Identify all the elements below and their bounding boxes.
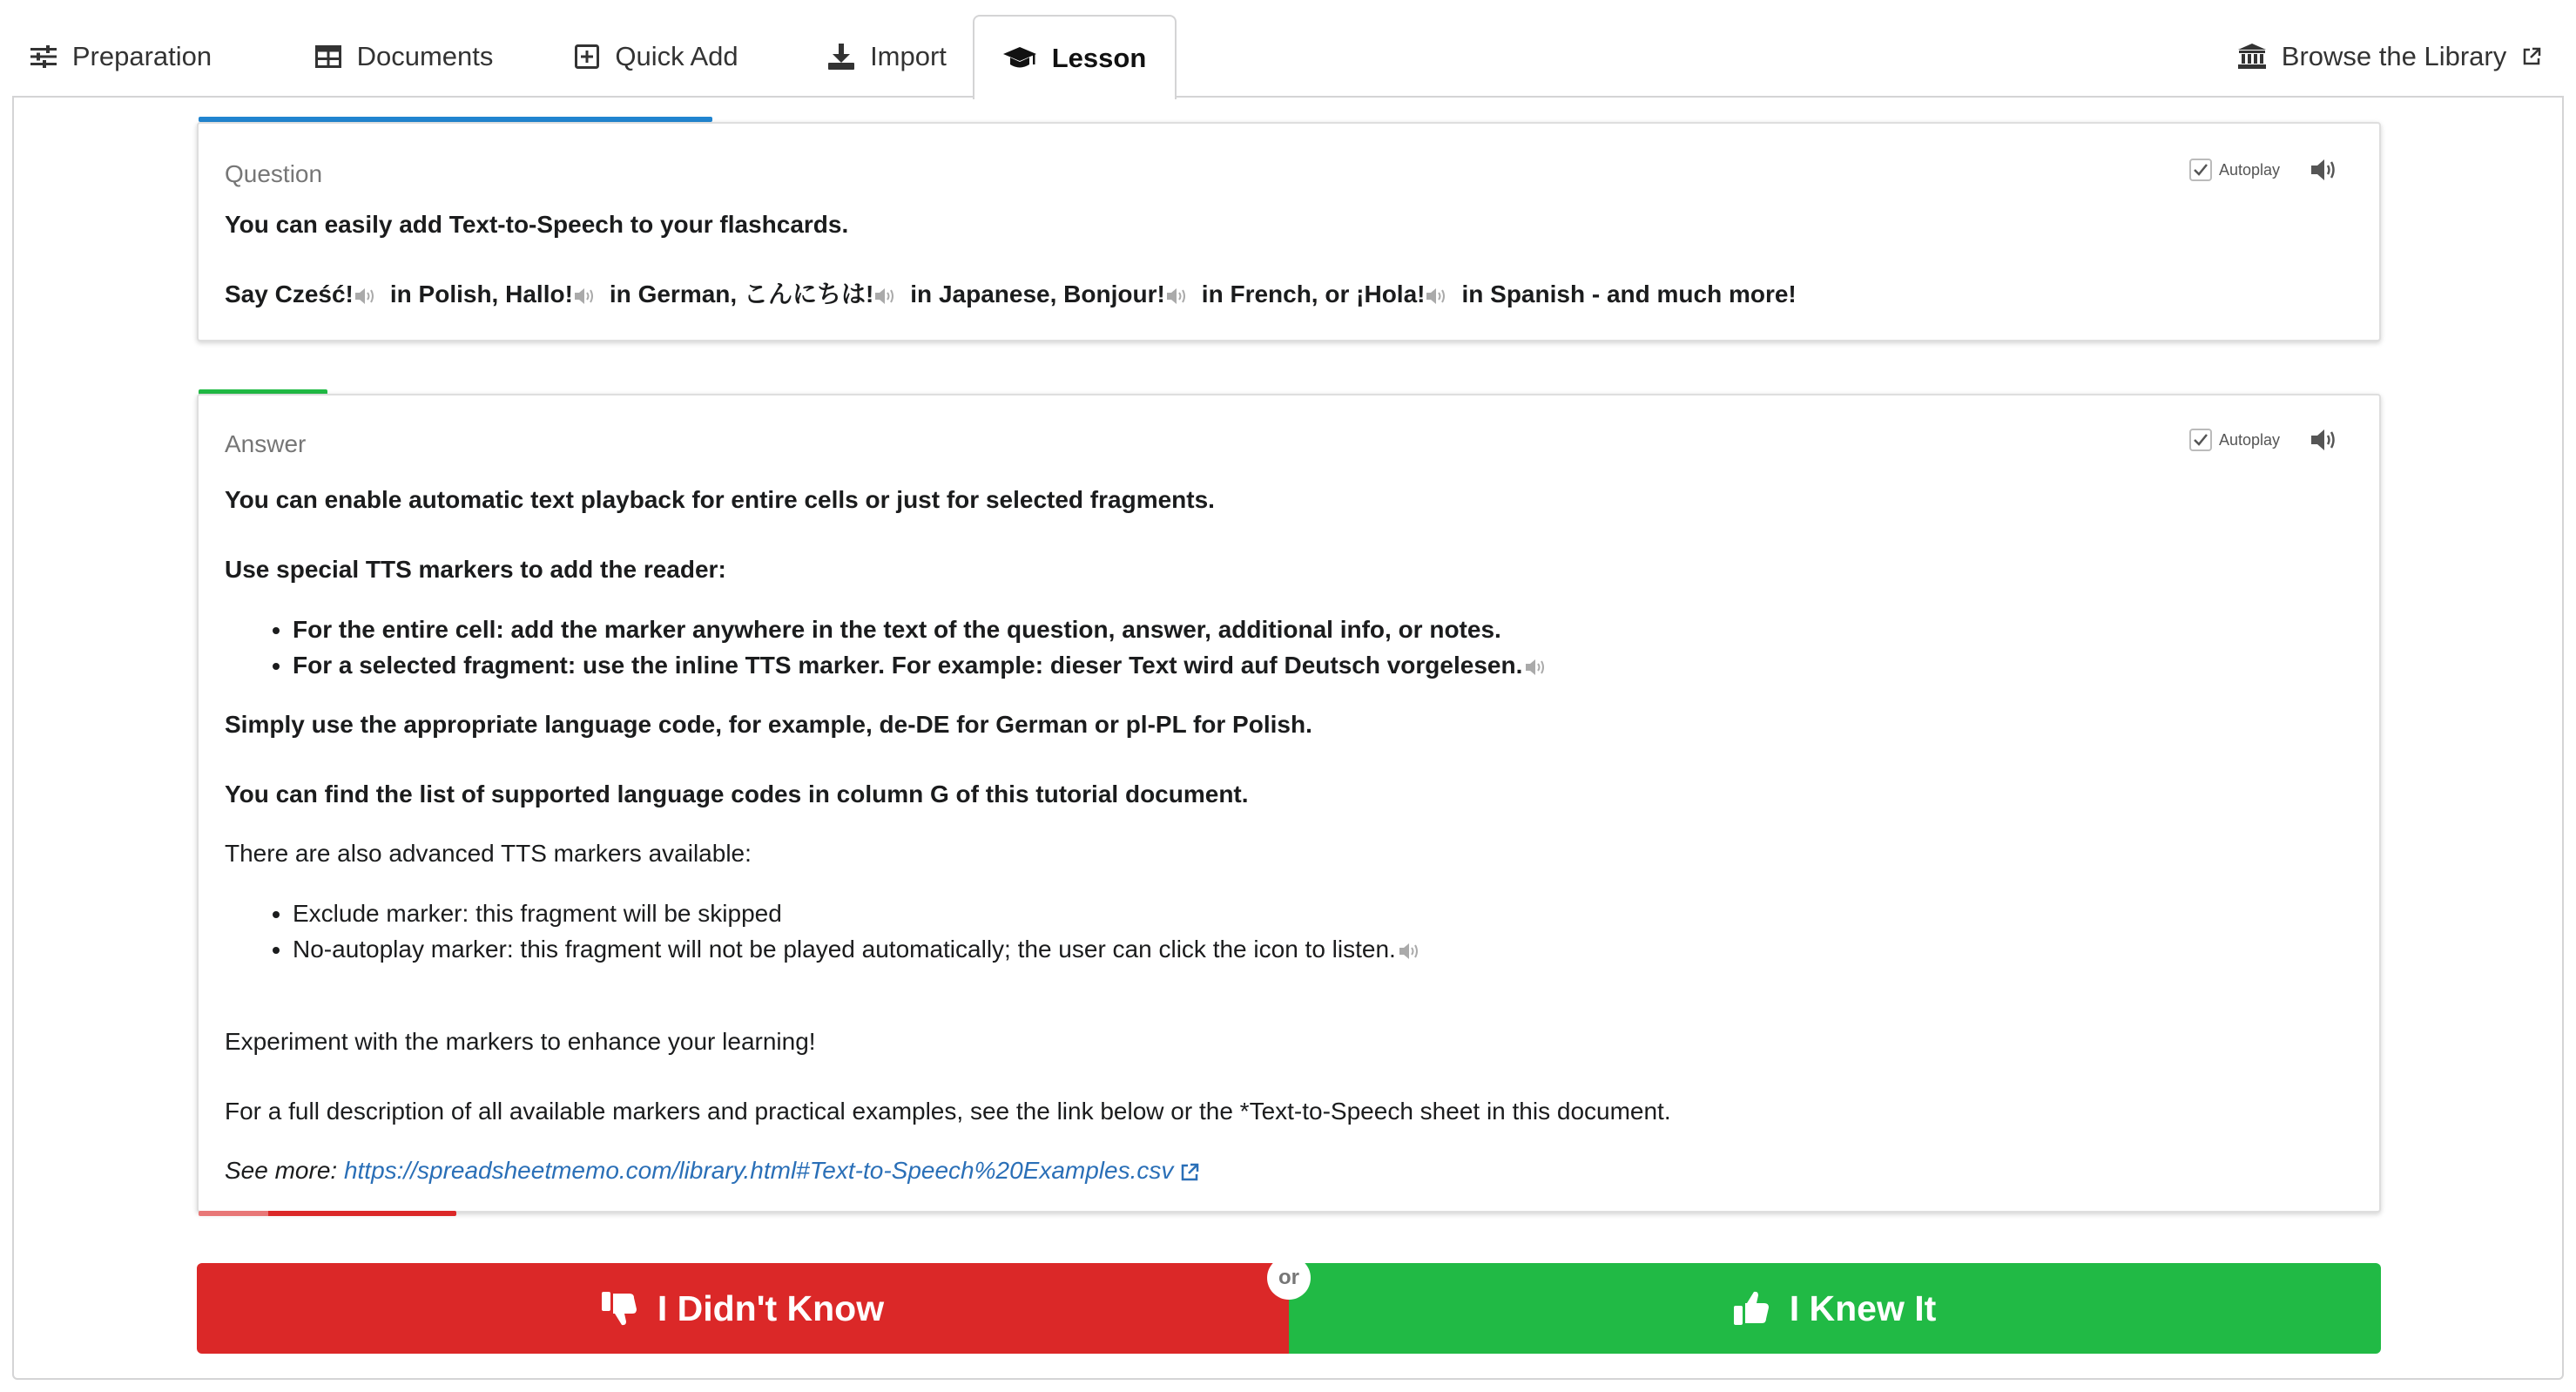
list-item-text: Exclude marker: this fragment will be skipped bbox=[293, 900, 782, 927]
download-icon bbox=[828, 44, 854, 70]
external-link-icon bbox=[2522, 47, 2541, 66]
question-autoplay-label: Autoplay bbox=[2218, 160, 2280, 179]
answer-controls bbox=[2189, 429, 2337, 451]
tab-documents-label: Documents bbox=[356, 40, 494, 71]
list-item bbox=[293, 612, 2353, 647]
answer-label: Answer bbox=[225, 430, 307, 457]
browse-library-link[interactable] bbox=[2233, 15, 2546, 98]
question-controls bbox=[2189, 159, 2337, 181]
check-icon bbox=[2193, 163, 2208, 177]
speaker-icon[interactable] bbox=[2311, 429, 2337, 451]
tts-word-japanese: こんにちは! bbox=[743, 280, 874, 307]
tts-speaker-icon[interactable] bbox=[355, 287, 378, 305]
question-card bbox=[197, 122, 2381, 341]
list-item-text: No-autoplay marker: this fragment will not be played automatically; the user can click the icon to listen. bbox=[293, 936, 1396, 963]
tab-quick-add-label: Quick Add bbox=[615, 40, 738, 71]
check-icon bbox=[2193, 433, 2208, 447]
tab-preparation-label: Preparation bbox=[71, 40, 212, 71]
tts-speaker-icon[interactable] bbox=[1526, 659, 1548, 676]
answer-list-1 bbox=[225, 612, 2353, 683]
question-line-1: You can easily add Text-to-Speech to your flashcards. bbox=[225, 211, 849, 238]
question-say: Say bbox=[225, 280, 268, 307]
answer-paragraph-2: Use special TTS markers to add the reader: bbox=[225, 556, 726, 583]
list-item bbox=[293, 931, 2353, 967]
library-link[interactable]: https://spreadsheetmemo.com/library.html#Text-to-Speech%20Examples.csv bbox=[343, 1157, 1174, 1184]
table-icon bbox=[315, 45, 341, 68]
tts-word-german: Hallo! bbox=[505, 280, 573, 307]
knew-it-button[interactable] bbox=[1289, 1263, 2381, 1354]
answer-paragraph-3: Simply use the appropriate language code, for example, de-DE for German or pl-PL for Polish. bbox=[225, 711, 1312, 738]
tts-speaker-icon[interactable] bbox=[1426, 287, 1449, 305]
answer-paragraph-6: Experiment with the markers to enhance your learning! bbox=[225, 1028, 816, 1055]
tts-word-french: Bonjour! bbox=[1063, 280, 1165, 307]
answer-autoplay-checkbox[interactable] bbox=[2189, 429, 2212, 451]
list-item bbox=[293, 647, 2353, 683]
question-autoplay-toggle[interactable] bbox=[2189, 159, 2280, 181]
tab-import[interactable] bbox=[805, 15, 970, 98]
knew-it-label: I Knew It bbox=[1789, 1287, 1937, 1328]
tab-lesson[interactable] bbox=[973, 15, 1177, 99]
graduation-cap-icon bbox=[1003, 47, 1036, 70]
see-more-label: See more: bbox=[225, 1157, 338, 1184]
tab-quick-add[interactable] bbox=[561, 15, 752, 98]
question-line-2 bbox=[225, 277, 2353, 312]
answer-paragraph-7: For a full description of all available markers and practical examples, see the link below or the *Text-to-Speech sheet in this document. bbox=[225, 1098, 1671, 1125]
question-text-5: in Spanish - and much more! bbox=[1461, 280, 1797, 307]
question-text-3: in Japanese, bbox=[910, 280, 1057, 307]
sliders-icon bbox=[30, 45, 57, 68]
tts-speaker-icon[interactable] bbox=[575, 287, 597, 305]
thumbs-up-icon bbox=[1734, 1290, 1770, 1327]
answer-paragraph-4: You can find the list of supported language codes in column G of this tutorial document. bbox=[225, 780, 1249, 807]
plus-square-icon bbox=[575, 44, 599, 69]
tts-speaker-icon[interactable] bbox=[1399, 943, 1422, 960]
didnt-know-button[interactable] bbox=[197, 1263, 1289, 1354]
timer-bar bbox=[199, 1211, 456, 1216]
see-more-line bbox=[225, 1153, 2353, 1188]
thumbs-down-icon bbox=[602, 1290, 638, 1327]
answer-list-2 bbox=[225, 895, 2353, 967]
tab-import-label: Import bbox=[870, 40, 947, 71]
tts-speaker-icon[interactable] bbox=[1167, 287, 1190, 305]
external-link-icon[interactable] bbox=[1180, 1163, 1199, 1182]
or-divider: or bbox=[1267, 1256, 1311, 1300]
answer-content bbox=[225, 483, 2353, 1188]
tts-word-spanish: ¡Hola! bbox=[1356, 280, 1426, 307]
question-text-1: in Polish, bbox=[389, 280, 499, 307]
question-text-2: in German, bbox=[609, 280, 738, 307]
browse-library-label: Browse the Library bbox=[2281, 40, 2507, 71]
question-text-4: in French, or bbox=[1201, 280, 1350, 307]
answer-autoplay-toggle[interactable] bbox=[2189, 429, 2280, 451]
question-autoplay-checkbox[interactable] bbox=[2189, 159, 2212, 181]
didnt-know-label: I Didn't Know bbox=[657, 1287, 885, 1328]
tab-bar bbox=[12, 15, 2564, 98]
library-icon bbox=[2238, 44, 2266, 70]
answer-buttons bbox=[197, 1263, 2381, 1354]
tts-speaker-icon[interactable] bbox=[875, 287, 898, 305]
tab-documents[interactable] bbox=[300, 15, 509, 98]
list-item bbox=[293, 895, 2353, 931]
answer-paragraph-1: You can enable automatic text playback for entire cells or just for selected fragments. bbox=[225, 486, 1215, 513]
tab-preparation[interactable] bbox=[12, 15, 230, 98]
answer-card bbox=[197, 394, 2381, 1213]
answer-paragraph-5: There are also advanced TTS markers available: bbox=[225, 840, 752, 867]
list-item-text: For a selected fragment: use the inline TTS marker. For example: dieser Text wird auf Deutsch vorgelesen. bbox=[293, 652, 1523, 679]
list-item-text: For the entire cell: add the marker anywhere in the text of the question, answer, additional info, or notes. bbox=[293, 616, 1501, 643]
tts-word-polish: Cześć! bbox=[274, 280, 354, 307]
answer-autoplay-label: Autoplay bbox=[2218, 430, 2280, 449]
speaker-icon[interactable] bbox=[2311, 159, 2337, 181]
question-label: Question bbox=[225, 160, 323, 187]
question-content bbox=[225, 207, 2353, 312]
tab-lesson-label: Lesson bbox=[1051, 42, 1147, 73]
